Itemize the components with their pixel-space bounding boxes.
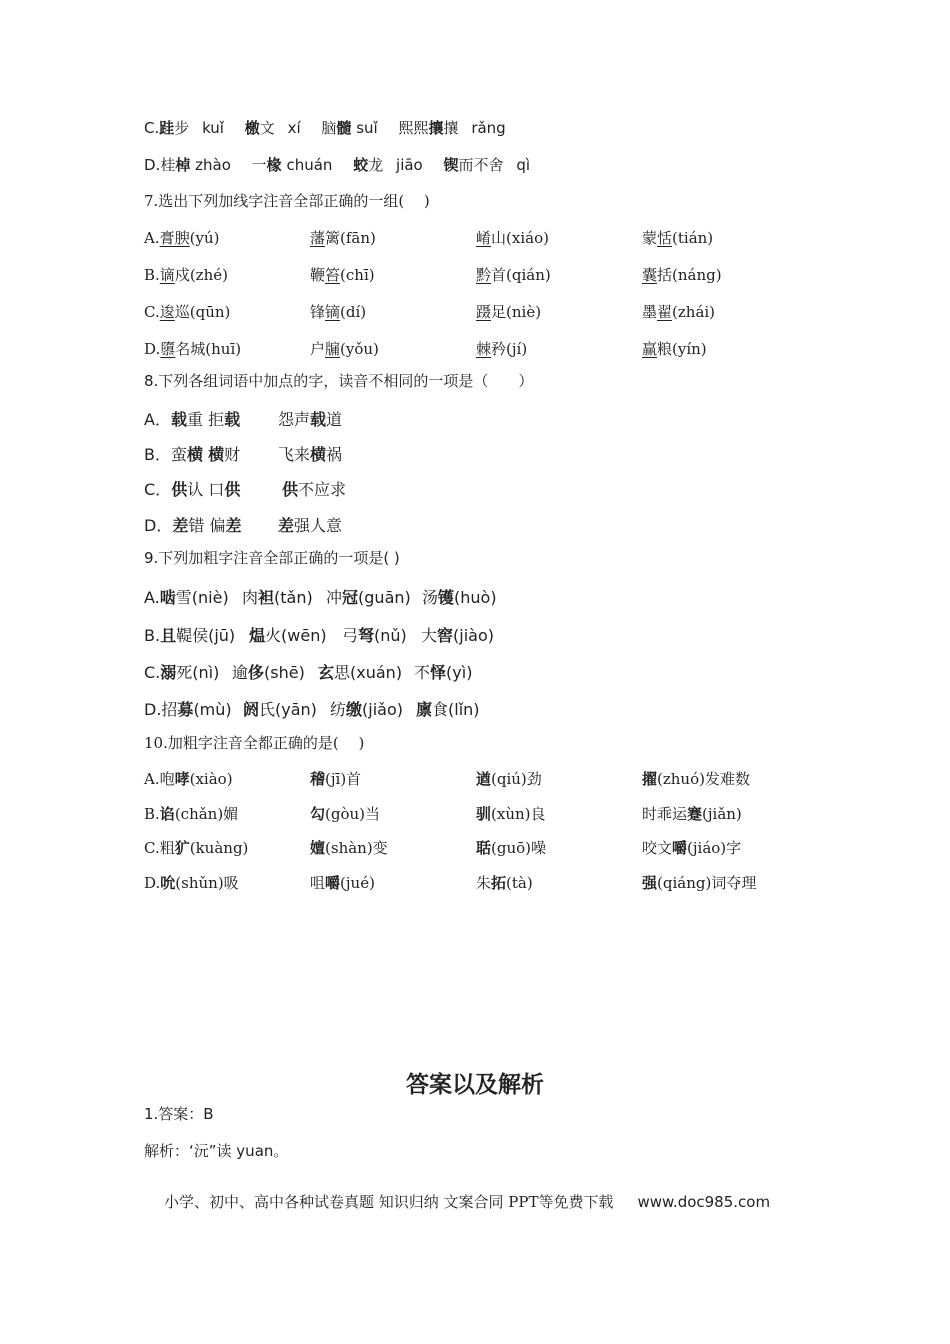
q8-option <box>144 442 240 465</box>
bold-char: 犷 <box>174 839 190 857</box>
pinyin: (jué) <box>340 874 375 892</box>
bold-char: 稽 <box>310 770 326 788</box>
q8-option <box>144 477 240 500</box>
q10-item <box>310 837 388 858</box>
pinyin: (gòu)当 <box>325 805 381 823</box>
q9-item <box>330 697 403 720</box>
q7-item <box>642 264 722 285</box>
bold-char: 攘 <box>428 119 444 137</box>
q8-option-row <box>0 513 950 533</box>
bold-char: 廪 <box>416 700 433 719</box>
pinyin: (yú) <box>189 229 220 247</box>
q8-option-word3 <box>282 477 346 500</box>
prefix: A.咆 <box>144 770 175 788</box>
word-pre: 偏 <box>209 516 226 535</box>
q9-item <box>342 623 407 646</box>
word-rest: 而不舍 <box>458 156 504 174</box>
bold-char: 谄 <box>159 805 175 823</box>
pinyin: 粮(yín) <box>657 340 707 358</box>
prefix: C.粗 <box>144 839 175 857</box>
pinyin: (chī) <box>340 266 375 284</box>
dotted-char: 供 <box>224 480 241 499</box>
word-pre: 拒 <box>208 410 225 429</box>
q9-item <box>144 697 232 720</box>
underlined-char: 逡 <box>159 303 175 321</box>
underlined-char: 镝 <box>325 303 341 321</box>
q9-item <box>414 660 472 683</box>
prefix: 咬文 <box>642 839 673 857</box>
bold-char: 侈 <box>248 663 265 682</box>
pinyin: chuán <box>286 156 333 174</box>
q10-item <box>144 803 238 824</box>
bold-char: 怿 <box>430 663 447 682</box>
dotted-char: 差 <box>225 516 242 535</box>
q7-item <box>310 338 379 359</box>
prefix: 蒙 <box>642 229 658 247</box>
bold-char: 镬 <box>438 588 455 607</box>
q10-option-row <box>0 872 950 892</box>
bold-char: 檄 <box>244 119 260 137</box>
word-pre: 飞来 <box>278 445 311 464</box>
pinyin: (zhuó)发难数 <box>657 770 750 788</box>
pinyin: (tián) <box>672 229 714 247</box>
pinyin: (jiáo)字 <box>687 839 742 857</box>
footer-url[interactable]: www.doc985.com <box>637 1193 771 1211</box>
word-rest: 步 <box>174 119 190 137</box>
q10-item <box>310 803 380 824</box>
pinyin: (jī)首 <box>325 770 362 788</box>
prefix: C. <box>144 303 160 321</box>
prefix: A. <box>144 588 160 607</box>
bold-char: 玄 <box>318 663 335 682</box>
q7-item <box>642 227 713 248</box>
q9-item <box>144 660 219 683</box>
bold-char: 遒 <box>476 770 492 788</box>
q8-option-word3 <box>278 513 342 536</box>
pinyin: 括(náng) <box>657 266 722 284</box>
prefix: A. <box>144 229 160 247</box>
bold-char: 聒 <box>476 839 492 857</box>
pinyin: (nǔ) <box>374 626 407 645</box>
q8-option-word3 <box>278 407 342 430</box>
q8-option <box>144 407 240 430</box>
underlined-char: 隳 <box>160 340 176 358</box>
q10-item <box>144 872 239 893</box>
word-rest: 文 <box>259 119 275 137</box>
bold-char: 棹 <box>175 156 191 174</box>
q9-item <box>243 697 317 720</box>
prefix: 时乖运 <box>642 805 688 823</box>
bold-char: 冠 <box>342 588 359 607</box>
word-rest: 认 <box>187 480 204 499</box>
dotted-char: 横 <box>208 445 225 464</box>
option-d-line <box>144 155 530 175</box>
q10-item <box>476 872 533 893</box>
q7-item <box>144 338 241 359</box>
prefix: 汤 <box>422 588 439 607</box>
pinyin: 名城(huī) <box>175 340 242 358</box>
word-rest: 不应求 <box>298 480 347 499</box>
q10-item <box>310 872 375 893</box>
bold-char: 嚼 <box>672 839 688 857</box>
prefix: 鞭 <box>310 266 326 284</box>
q7-item <box>642 338 707 359</box>
pinyin: qì <box>516 156 531 174</box>
q10-item <box>642 803 742 824</box>
prefix: C. <box>144 663 161 682</box>
word-pre: 怨声 <box>278 410 311 429</box>
pinyin: 足(niè) <box>491 303 542 321</box>
option-label: C． <box>144 480 172 499</box>
pinyin: (jiǎn) <box>702 805 742 823</box>
pinyin: (huò) <box>454 588 497 607</box>
q10-item <box>476 803 546 824</box>
pinyin: kuǐ <box>202 119 224 137</box>
underlined-char: 囊 <box>642 266 658 284</box>
dotted-char: 横 <box>310 445 327 464</box>
word-rest: 道 <box>326 410 343 429</box>
prefix: D. <box>144 340 161 358</box>
pinyin: 鞮侯(jū) <box>176 626 236 645</box>
pinyin: 死(nì) <box>176 663 220 682</box>
option-label: B． <box>144 445 171 464</box>
bold-char: 煴 <box>249 626 266 645</box>
pinyin: 思(xuán) <box>334 663 403 682</box>
q7-item <box>476 301 541 322</box>
pinyin: (guān) <box>358 588 411 607</box>
footer <box>164 1191 770 1212</box>
q7-item <box>310 227 376 248</box>
prefix: 咀 <box>310 874 326 892</box>
prefix: 不 <box>414 663 431 682</box>
word-rest: 祸 <box>326 445 343 464</box>
word-pre: 一 <box>251 156 267 174</box>
q7-item <box>476 338 527 359</box>
q8-option-row <box>0 442 950 462</box>
underlined-char: 黔 <box>476 266 492 284</box>
bold-char: 蛟 <box>353 156 369 174</box>
q10-item <box>144 768 233 789</box>
q7-item <box>642 301 715 322</box>
pinyin: (jiǎo) <box>362 700 403 719</box>
word-rest: 强人意 <box>294 516 343 535</box>
bold-char: 髓 <box>336 119 352 137</box>
pinyin: (shǔn)吸 <box>175 874 239 892</box>
prefix: 朱 <box>476 874 492 892</box>
q9-item <box>232 660 305 683</box>
prefix: 弓 <box>342 626 359 645</box>
word-rest: 攘 <box>443 119 459 137</box>
q10-option-row <box>0 768 950 788</box>
underlined-char: 膏腴 <box>159 229 190 247</box>
pinyin: 矜(jí) <box>491 340 528 358</box>
q9-option-row <box>0 623 950 643</box>
bold-char: 擢 <box>642 770 658 788</box>
q9-item <box>242 585 313 608</box>
bold-char: 募 <box>177 700 194 719</box>
pinyin: 食(lǐn) <box>432 700 480 719</box>
q9-item <box>144 623 235 646</box>
pinyin: (shàn)变 <box>325 839 388 857</box>
underlined-char: 恬 <box>657 229 673 247</box>
q9-option-row <box>0 697 950 717</box>
pinyin: (chǎn)媚 <box>174 805 239 823</box>
answer-1: 1.答案：B <box>144 1105 214 1123</box>
prefix: 锋 <box>310 303 326 321</box>
answer-heading: 答案以及解析 <box>406 1072 544 1098</box>
dotted-char: 差 <box>172 516 189 535</box>
bold-char: 溺 <box>160 663 177 682</box>
dotted-char: 差 <box>278 516 295 535</box>
bold-char: 勾 <box>310 805 326 823</box>
word-pre: 口 <box>208 480 225 499</box>
word-pre: 熙熙 <box>398 119 429 137</box>
dotted-char: 载 <box>224 410 241 429</box>
q9-item <box>326 585 411 608</box>
option-label: C. <box>144 119 160 137</box>
bold-char: 且 <box>160 626 177 645</box>
bold-char: 嚼 <box>325 874 341 892</box>
prefix: 逾 <box>232 663 249 682</box>
q7-option-row <box>0 338 950 358</box>
q9-item <box>318 660 402 683</box>
bold-char: 缴 <box>346 700 363 719</box>
q8-option-row <box>0 477 950 497</box>
dotted-char: 供 <box>282 480 299 499</box>
dotted-char: 载 <box>310 410 327 429</box>
bold-char: 阏 <box>243 700 260 719</box>
question-7-stem: 7.选出下列加线字注音全部正确的一组( ) <box>144 192 430 210</box>
prefix: 墨 <box>642 303 658 321</box>
q7-item <box>310 301 366 322</box>
pinyin: (kuàng) <box>189 839 249 857</box>
q7-item <box>476 227 549 248</box>
prefix: 大 <box>421 626 438 645</box>
bold-char: 袒 <box>258 588 275 607</box>
pinyin: (yì) <box>446 663 473 682</box>
option-c-line <box>144 118 506 138</box>
pinyin: (dí) <box>340 303 367 321</box>
bold-char: 嬗 <box>310 839 326 857</box>
pinyin: (mù) <box>193 700 232 719</box>
pinyin: 山(xiáo) <box>491 229 549 247</box>
bold-char: 吮 <box>160 874 176 892</box>
pinyin: rǎng <box>471 119 506 137</box>
q9-item <box>144 585 229 608</box>
q9-item <box>422 585 497 608</box>
prefix: 纺 <box>330 700 347 719</box>
pinyin: (xiào) <box>189 770 233 788</box>
pinyin: (xùn)良 <box>491 805 546 823</box>
prefix: B. <box>144 266 160 284</box>
question-10-stem: 10.加粗字注音全都正确的是( ) <box>144 734 365 752</box>
dotted-char: 横 <box>187 445 204 464</box>
bold-char: 蹇 <box>687 805 703 823</box>
prefix: D. <box>144 874 161 892</box>
underlined-char: 笞 <box>325 266 341 284</box>
option-label: D． <box>144 516 173 535</box>
q8-option-word3 <box>278 442 342 465</box>
bold-char: 锲 <box>443 156 459 174</box>
pinyin: 火(wēn) <box>265 626 327 645</box>
word-pre: 脑 <box>321 119 337 137</box>
q7-option-row <box>0 301 950 321</box>
q10-item <box>476 768 542 789</box>
underlined-char: 棘 <box>476 340 492 358</box>
bold-char: 驯 <box>476 805 492 823</box>
pinyin: 巡(qūn) <box>174 303 231 321</box>
q10-option-row <box>0 803 950 823</box>
pinyin: (jiào) <box>453 626 494 645</box>
word-pre: 蛮 <box>170 445 187 464</box>
prefix: 冲 <box>326 588 343 607</box>
q7-item <box>144 227 219 248</box>
pinyin: jiāo <box>396 156 423 174</box>
q10-item <box>642 872 756 893</box>
q10-item <box>642 837 741 858</box>
q9-item <box>421 623 494 646</box>
prefix: D.招 <box>144 700 178 719</box>
pinyin: 雪(niè) <box>175 588 229 607</box>
q10-option-row <box>0 837 950 857</box>
word-rest: 财 <box>224 445 241 464</box>
pinyin: (zhái) <box>672 303 716 321</box>
word-pre: D.桂 <box>144 156 176 174</box>
analysis-1: 解析：‘沅”读 yuan。 <box>144 1142 289 1160</box>
pinyin: (qiú)劲 <box>491 770 542 788</box>
q8-option-row <box>0 407 950 427</box>
underlined-char: 蹑 <box>476 303 492 321</box>
pinyin: zhào <box>195 156 231 174</box>
bold-char: 强 <box>642 874 658 892</box>
footer-text: 小学、初中、高中各种试卷真题 知识归纳 文案合同 PPT等免费下载 <box>164 1193 614 1211</box>
dotted-char: 供 <box>171 480 188 499</box>
underlined-char: 崤 <box>476 229 492 247</box>
q10-item <box>310 768 361 789</box>
q7-item <box>144 301 230 322</box>
pinyin: (shē) <box>264 663 305 682</box>
option-label: A． <box>144 410 171 429</box>
q7-option-row <box>0 264 950 284</box>
bold-char: 哮 <box>174 770 190 788</box>
pinyin: 篱(fān) <box>325 229 376 247</box>
q7-option-row <box>0 227 950 247</box>
q8-option <box>144 513 241 536</box>
q7-item <box>310 264 375 285</box>
bold-char: 弩 <box>358 626 375 645</box>
bold-char: 拓 <box>491 874 507 892</box>
word-rest: 重 <box>186 410 203 429</box>
underlined-char: 翟 <box>657 303 673 321</box>
q9-item <box>249 623 327 646</box>
pinyin: suǐ <box>356 119 378 137</box>
q9-item <box>416 697 480 720</box>
q7-item <box>476 264 551 285</box>
pinyin: (yǒu) <box>340 340 379 358</box>
underlined-char: 牖 <box>325 340 341 358</box>
bold-char: 啮 <box>159 588 176 607</box>
pinyin: 首(qián) <box>491 266 551 284</box>
q9-option-row <box>0 660 950 680</box>
pinyin: (tà) <box>506 874 533 892</box>
q10-item <box>642 768 750 789</box>
question-8-stem: 8.下列各组词语中加点的字，读音不相同的一项是（ ） <box>144 372 534 390</box>
pinyin: (guō)噪 <box>491 839 547 857</box>
dotted-char: 载 <box>170 410 187 429</box>
word-rest: 龙 <box>368 156 384 174</box>
q7-item <box>144 264 228 285</box>
underlined-char: 赢 <box>642 340 658 358</box>
q10-item <box>144 837 248 858</box>
pinyin: 戍(zhé) <box>174 266 228 284</box>
underlined-char: 藩 <box>310 229 326 247</box>
prefix: B. <box>144 805 160 823</box>
pinyin: xí <box>287 119 301 137</box>
q9-option-row <box>0 585 950 605</box>
pinyin: (tǎn) <box>274 588 313 607</box>
question-9-stem: 9.下列加粗字注音全部正确的一项是( ) <box>144 549 400 567</box>
underlined-char: 谪 <box>159 266 175 284</box>
prefix: 肉 <box>242 588 259 607</box>
bold-char: 窖 <box>437 626 454 645</box>
bold-char: 椽 <box>266 156 282 174</box>
q10-item <box>476 837 546 858</box>
pinyin: (qiáng)词夺理 <box>657 874 757 892</box>
pinyin: 氏(yān) <box>259 700 317 719</box>
prefix: B. <box>144 626 161 645</box>
prefix: 户 <box>310 340 326 358</box>
bold-char: 跬 <box>159 119 175 137</box>
word-rest: 错 <box>188 516 205 535</box>
